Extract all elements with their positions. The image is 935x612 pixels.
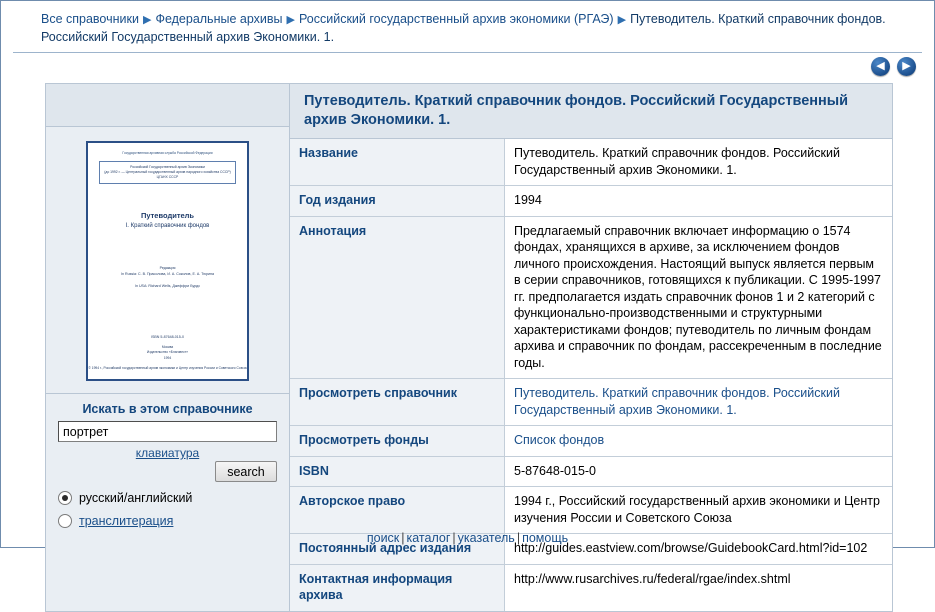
cover-subtitle: I. Краткий справочник фондов <box>125 223 210 229</box>
detail-value: 1994 <box>505 186 893 217</box>
breadcrumb-item-0[interactable]: Все справочники <box>41 12 139 26</box>
footer-separator: | <box>516 531 521 545</box>
footer-separator: | <box>401 531 405 545</box>
search-input[interactable] <box>58 421 277 442</box>
footer-link-index[interactable]: указатель <box>457 531 515 545</box>
cover-imprint-publisher: Издательство «Благовест» <box>146 350 189 355</box>
search-panel-title: Искать в этом справочнике <box>82 402 253 416</box>
record-navigation <box>871 57 916 76</box>
detail-value: http://www.rusarchives.ru/federal/rgae/index.shtml <box>514 571 791 586</box>
detail-label: Название <box>290 139 505 186</box>
breadcrumb-item-2[interactable]: Российский государственный архив экономики (РГАЭ) <box>298 12 614 26</box>
page-title: Путеводитель. Краткий справочник фондов. Российский Государственный архив Экономики. 1. <box>290 84 892 139</box>
table-row <box>290 564 892 611</box>
breadcrumb-item-current: Путеводитель. Краткий справочник фондов. Российский Государственный архив Экономики. 1. <box>41 12 886 44</box>
breadcrumb <box>1 1 934 50</box>
radio-label-transliteration[interactable]: транслитерация <box>79 514 174 528</box>
virtual-keyboard-link[interactable]: клавиатура <box>135 446 200 460</box>
book-cover-image <box>86 141 249 381</box>
radio-icon-russian-english[interactable] <box>58 491 72 505</box>
table-row <box>290 456 892 487</box>
detail-value: http://guides.eastview.com/browse/GuidebookCard.html?id=102 <box>505 534 893 565</box>
breadcrumb-divider <box>13 52 922 53</box>
breadcrumb-item-1[interactable]: Федеральные архивы <box>155 12 283 26</box>
cover-editorial-block <box>95 265 240 289</box>
breadcrumb-separator-icon: ▶ <box>617 14 627 26</box>
cover-agency-line: Государственная архивная служба Российской Федерации <box>122 151 213 155</box>
table-row <box>290 216 892 379</box>
detail-value: 5-87648-015-0 <box>505 456 893 487</box>
detail-label: Год издания <box>290 186 505 217</box>
cover-archive-name: Российский Государственный архив Экономики <box>130 165 205 169</box>
detail-label: Постоянный адрес издания <box>290 534 505 565</box>
search-panel <box>46 393 289 542</box>
radio-option-russian-english[interactable] <box>58 482 277 505</box>
detail-value: Путеводитель. Краткий справочник фондов. Российский Государственный архив Экономики. 1. <box>505 139 893 186</box>
cover-imprint-block <box>88 335 247 371</box>
detail-label: Просмотреть справочник <box>290 379 505 426</box>
cover-editors-us: In USA: Richard Wells, Джеффри Бурдс <box>134 284 201 288</box>
cover-archive-box <box>99 161 236 184</box>
detail-label: Аннотация <box>290 216 505 379</box>
detail-value: Предлагаемый справочник включает информацию о 1574 фондах, хранящихся в архиве, за исключением фондов личного происхождения. Настоящий выпуск является первым в серии справочников, готовящихся к публикации. С 1995-1997 гг. предполагается издать справочник фонов 1 и 2 категорий с функционально-производственными и структурными характеристиками фондов; путеводитель по личным фондам архива и справочник по фондам, рассекреченным в последние годы. <box>505 216 893 379</box>
search-button[interactable]: search <box>215 461 277 482</box>
radio-label-russian-english: русский/английский <box>79 491 193 505</box>
cover-editors-label: Редакция <box>159 266 176 270</box>
book-cover-container <box>46 127 289 393</box>
footer-link-help[interactable]: помощь <box>522 531 569 545</box>
detail-value: 1994 г., Российский государственный архив экономики и Центр изучения России и Советского Союза <box>505 487 893 534</box>
radio-icon-transliteration[interactable] <box>58 514 72 528</box>
cover-archive-former: (до 1992 г. — Центральный государственный архив народного хозяйства СССР) <box>104 170 231 174</box>
cover-copyright-note: © 1994 г., Российский государственный архив экономики и Центр изучения России и Советского Союза <box>88 365 247 370</box>
cover-archive-abbr: ЦГАНХ СССР <box>156 175 179 179</box>
search-button-row <box>58 460 277 482</box>
table-row <box>290 379 892 426</box>
detail-label: Авторское право <box>290 487 505 534</box>
view-guidebook-link[interactable]: Путеводитель. Краткий справочник фондов. Российский Государственный архив Экономики. 1. <box>514 386 840 417</box>
cover-editors-ru: In Russia: С. В. Прасолова, И. А. Соколов, Е. А. Тюрина <box>121 272 214 276</box>
cover-isbn: ISBN 5-87648-015-0 <box>151 334 184 339</box>
radio-option-transliteration[interactable] <box>58 505 277 528</box>
footer-separator: | <box>452 531 456 545</box>
detail-value <box>505 379 893 426</box>
breadcrumb-separator-icon: ▶ <box>286 14 295 26</box>
table-row <box>290 139 892 186</box>
detail-label: ISBN <box>290 456 505 487</box>
left-header-spacer <box>46 84 289 127</box>
footer-link-catalog[interactable]: каталог <box>406 531 451 545</box>
next-record-icon[interactable]: ▶ <box>897 57 916 76</box>
breadcrumb-separator-icon: ▶ <box>142 14 152 26</box>
cover-imprint-year: 1994 <box>163 355 172 360</box>
table-row <box>290 186 892 217</box>
table-row <box>290 426 892 457</box>
footer-nav <box>1 531 934 545</box>
detail-label: Просмотреть фонды <box>290 426 505 457</box>
detail-value <box>505 426 893 457</box>
cover-imprint-city: Москва <box>161 345 174 350</box>
cover-title: Путеводитель <box>140 211 195 220</box>
footer-link-search[interactable]: поиск <box>366 531 400 545</box>
table-row <box>290 487 892 534</box>
previous-record-icon[interactable]: ◀ <box>871 57 890 76</box>
detail-label: Контактная информация архива <box>290 564 505 611</box>
virtual-keyboard-link-row <box>58 442 277 460</box>
view-funds-link[interactable]: Список фондов <box>514 433 605 447</box>
